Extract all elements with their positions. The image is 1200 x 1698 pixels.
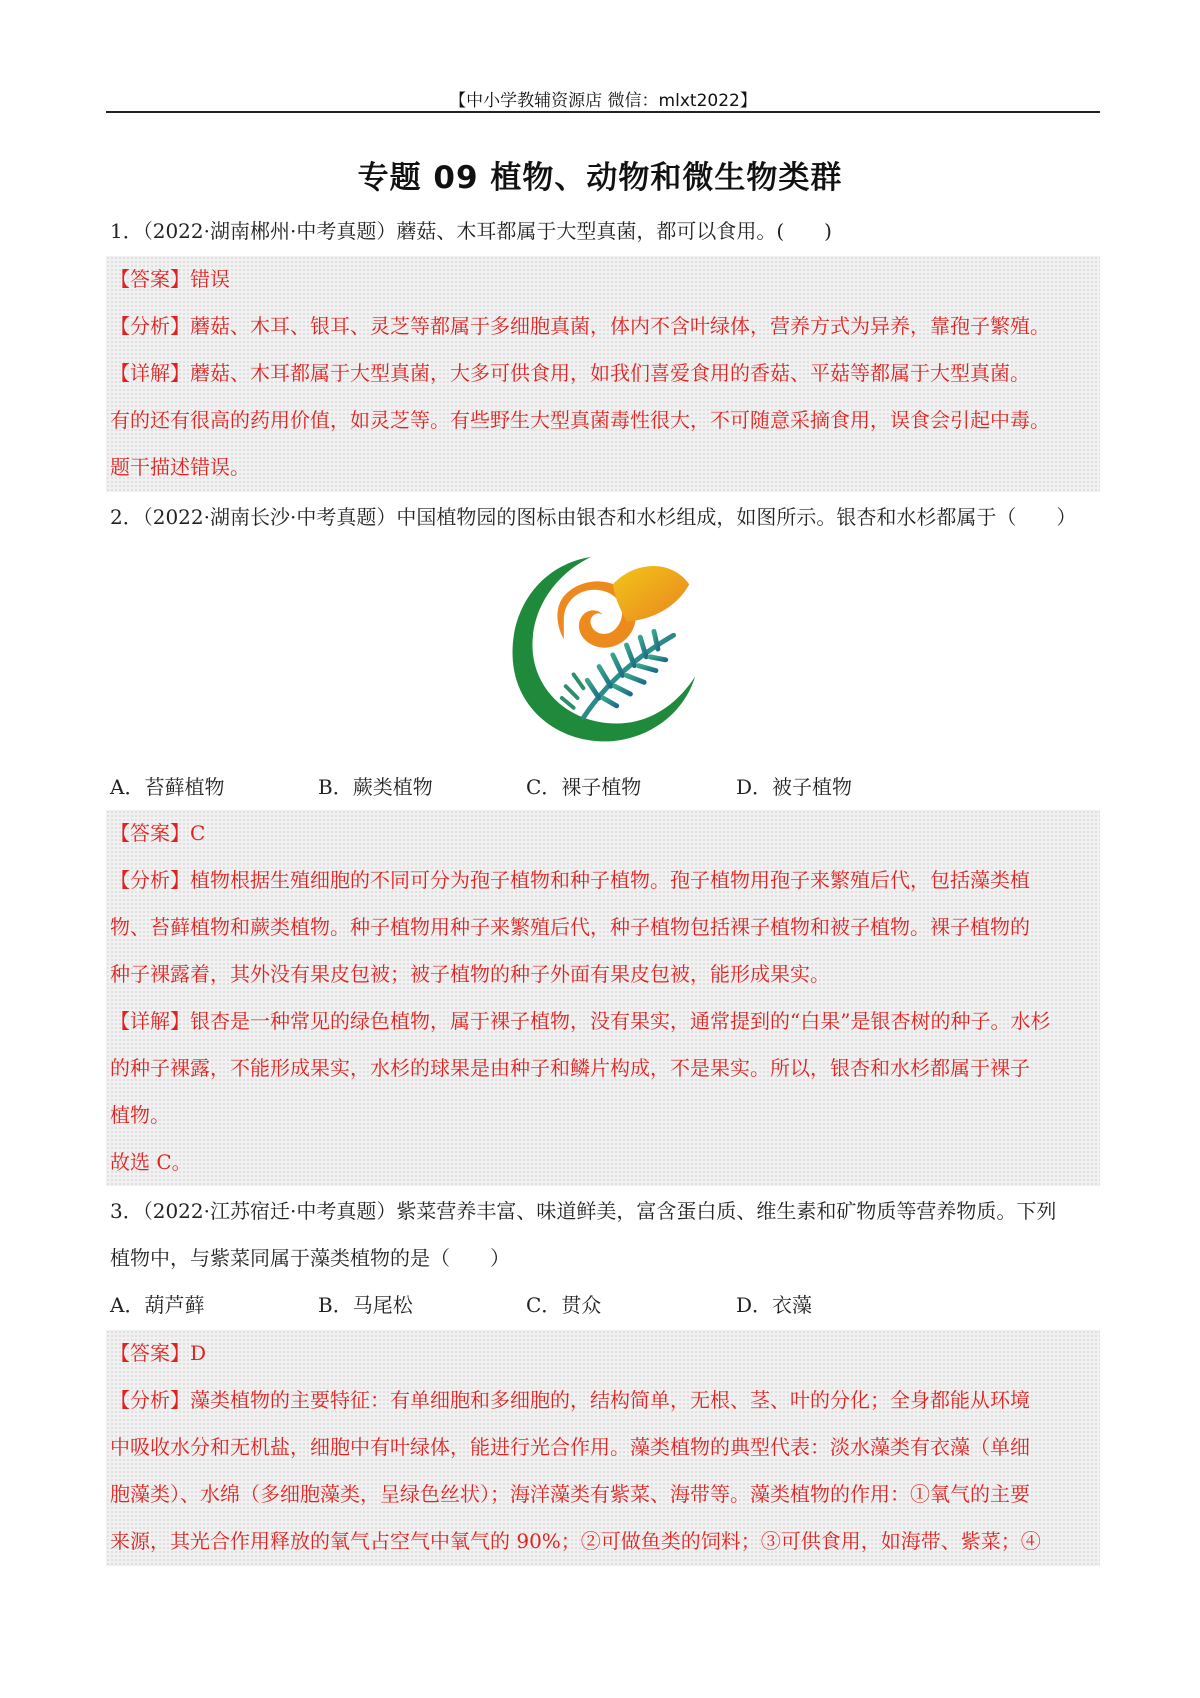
answer-box-2: [106, 810, 1100, 1186]
detail-line: 【详解】蘑菇、木耳都属于大型真菌，大多可供食用，如我们喜爱食用的香菇、平菇等都属于大型真菌。: [110, 361, 1030, 385]
detail-line: 题干描述错误。: [110, 455, 250, 479]
choice-line: 故选 C。: [110, 1150, 192, 1174]
question-2-options: [110, 764, 1100, 811]
question-stem: 2．（2022·湖南长沙·中考真题）中国植物园的图标由银杏和水杉组成，如图所示。银杏和水杉都属于（ ）: [110, 505, 1077, 529]
question-stem: 植物中，与紫菜同属于藻类植物的是（ ）: [110, 1246, 510, 1270]
analysis-line: 种子裸露着，其外没有果皮包被；被子植物的种子外面有果皮包被，能形成果实。: [110, 962, 830, 986]
option-c[interactable]: C．裸子植物: [526, 775, 642, 799]
page-title: 专题 09 植物、动物和微生物类群: [357, 160, 843, 196]
option-a[interactable]: A．苔藓植物: [110, 775, 225, 799]
answer-line: 【答案】D: [110, 1341, 207, 1365]
answer-box-3: [106, 1330, 1100, 1566]
question-2: [110, 494, 1100, 541]
analysis-line: 来源，其光合作用释放的氧气占空气中氧气的 90%；②可做鱼类的饲料；③可供食用，如海带、紫菜；④: [110, 1529, 1041, 1553]
detail-line: 的种子裸露，不能形成果实，水杉的球果是由种子和鳞片构成，不是果实。所以，银杏和水杉都属于裸子: [110, 1056, 1030, 1080]
analysis-line: 中吸收水分和无机盐，细胞中有叶绿体，能进行光合作用。藻类植物的典型代表：淡水藻类有衣藻（单细: [110, 1435, 1030, 1459]
ginkgo-metasequoia-logo-icon: [505, 551, 701, 747]
analysis-line: 物、苔藓植物和蕨类植物。种子植物用种子来繁殖后代，种子植物包括裸子植物和被子植物。裸子植物的: [110, 915, 1030, 939]
answer-line: 【答案】错误: [110, 267, 230, 291]
detail-line: 植物。: [110, 1103, 170, 1127]
option-b[interactable]: B．蕨类植物: [318, 775, 433, 799]
question-stem: 1．（2022·湖南郴州·中考真题）蘑菇、木耳都属于大型真菌，都可以食用。( ): [110, 219, 832, 243]
question-1: [110, 208, 1100, 255]
answer-box-1: [106, 256, 1100, 492]
option-d[interactable]: D．被子植物: [736, 775, 853, 799]
option-d[interactable]: D．衣藻: [736, 1293, 813, 1317]
option-c[interactable]: C．贯众: [526, 1293, 602, 1317]
question-3: [110, 1188, 1100, 1329]
botanical-garden-logo: [505, 551, 701, 747]
analysis-line: 【分析】蘑菇、木耳、银耳、灵芝等都属于多细胞真菌，体内不含叶绿体，营养方式为异养，靠孢子繁殖。: [110, 314, 1050, 338]
analysis-line: 【分析】植物根据生殖细胞的不同可分为孢子植物和种子植物。孢子植物用孢子来繁殖后代，包括藻类植: [110, 868, 1030, 892]
analysis-line: 胞藻类）、水绵（多细胞藻类，呈绿色丝状）；海洋藻类有紫菜、海带等。藻类植物的作用：①氧气的主要: [110, 1482, 1030, 1506]
header-rule: [106, 111, 1100, 113]
analysis-line: 【分析】藻类植物的主要特征：有单细胞和多细胞的，结构简单，无根、茎、叶的分化；全身都能从环境: [110, 1388, 1030, 1412]
page-header: 【中小学教辅资源店 微信：mlxt2022】: [449, 91, 757, 111]
answer-line: 【答案】C: [110, 821, 206, 845]
option-a[interactable]: A．葫芦藓: [110, 1293, 205, 1317]
option-b[interactable]: B．马尾松: [318, 1293, 413, 1317]
question-stem: 3．（2022·江苏宿迁·中考真题）紫菜营养丰富、味道鲜美，富含蛋白质、维生素和矿物质等营养物质。下列: [110, 1199, 1057, 1223]
detail-line: 【详解】银杏是一种常见的绿色植物，属于裸子植物，没有果实，通常提到的“白果”是银杏树的种子。水杉: [110, 1009, 1051, 1033]
detail-line: 有的还有很高的药用价值，如灵芝等。有些野生大型真菌毒性很大，不可随意采摘食用，误食会引起中毒。: [110, 408, 1050, 432]
